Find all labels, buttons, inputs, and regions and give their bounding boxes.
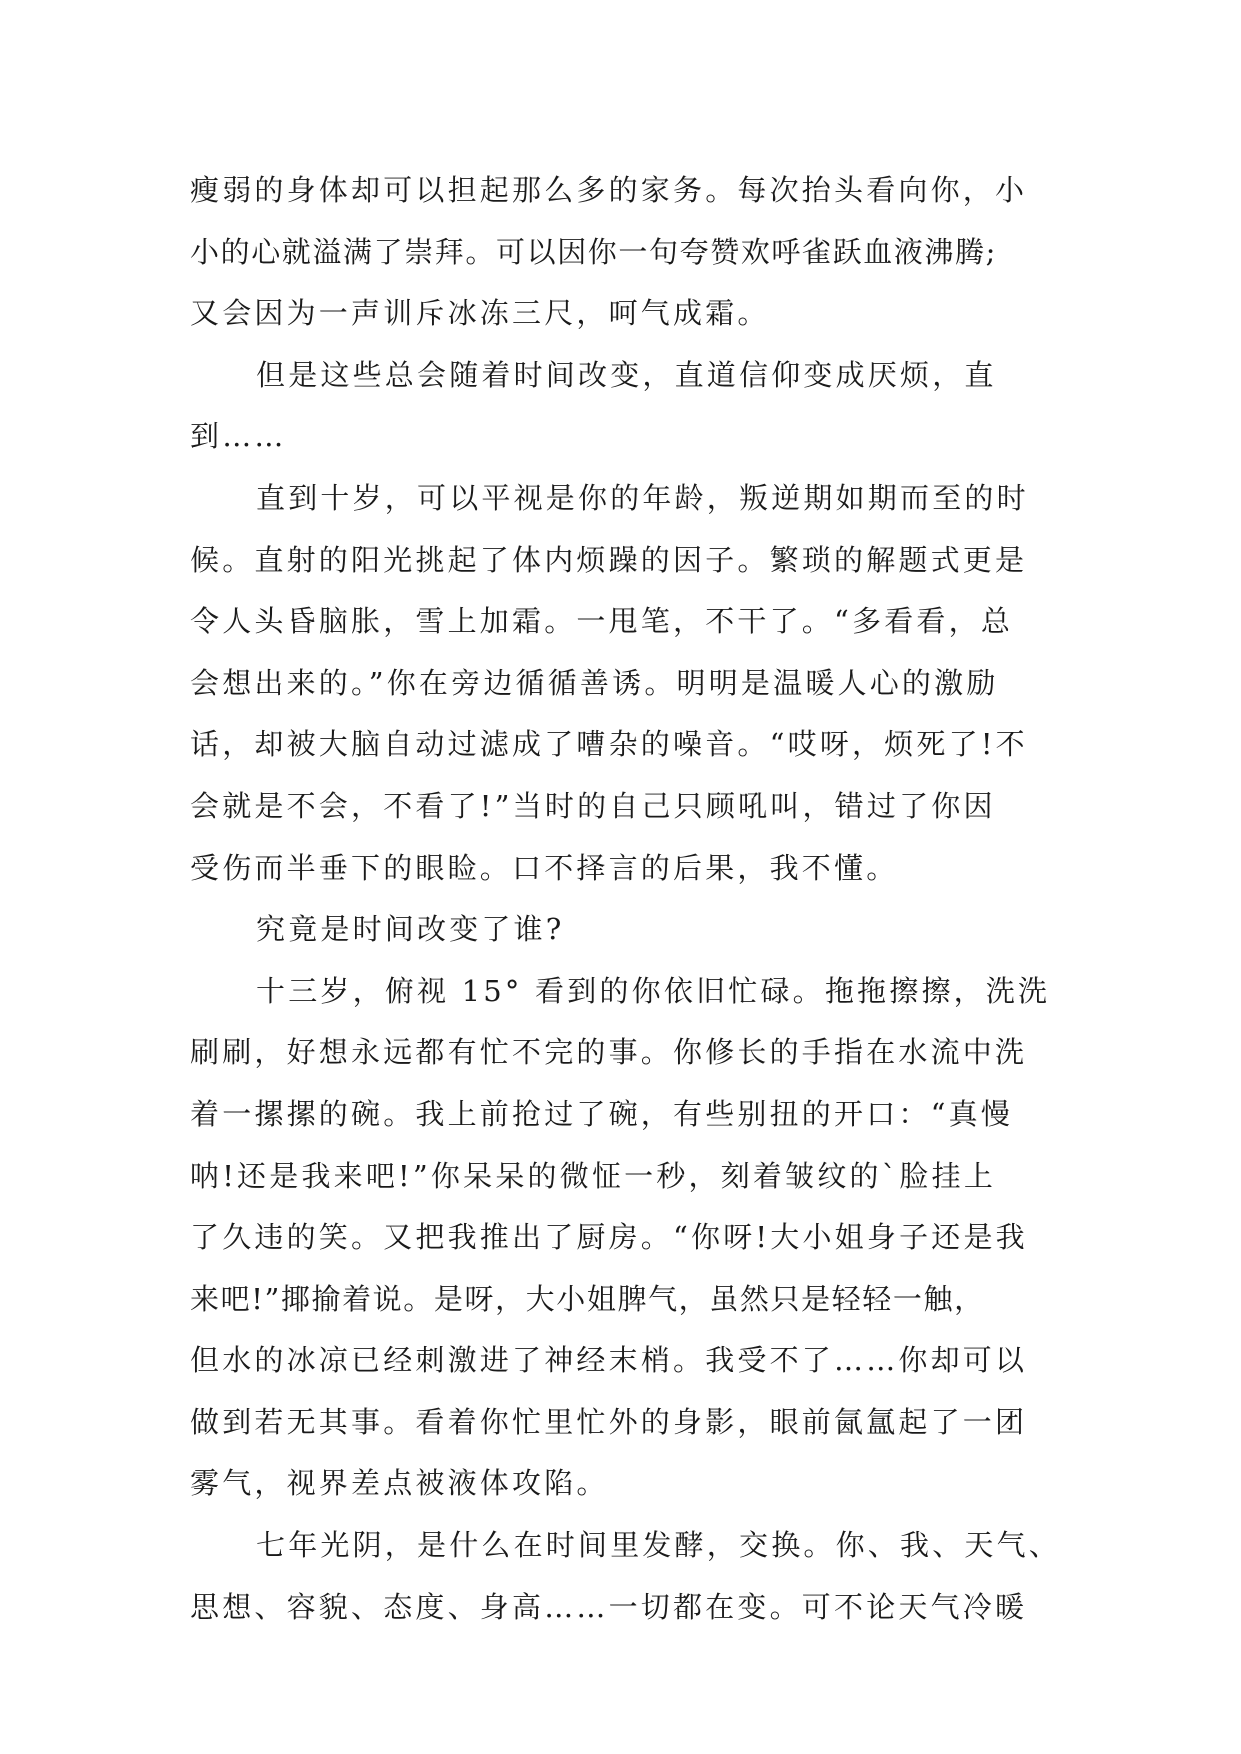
text-line: 七年光阴，是什么在时间里发酵，交换。你、我、天气、: [256, 1528, 1062, 1563]
text-line: 到……: [190, 419, 287, 454]
text-line: 直到十岁，可以平视是你的年龄，叛逆期如期而至的时: [256, 480, 1029, 515]
text-line: 候。直射的阳光挑起了体内烦躁的因子。繁琐的解题式更是: [190, 542, 1028, 577]
text-line: 思想、容貌、态度、身高……一切都在变。可不论天气冷暖: [190, 1589, 1028, 1624]
text-line: 究竟是时间改变了谁?: [256, 912, 565, 947]
text-line: 刷刷，好想永远都有忙不完的事。你修长的手指在水流中洗: [190, 1035, 1028, 1070]
text-line: 会想出来的。”你在旁边循循善诱。明明是温暖人心的激励: [190, 665, 999, 700]
text-line: 小的心就溢满了崇拜。可以因你一句夸赞欢呼雀跃血液沸腾;: [190, 234, 997, 269]
text-line: 呐!还是我来吧!”你呆呆的微怔一秒，刻着皱纹的`脸挂上: [190, 1158, 997, 1193]
text-line: 话，却被大脑自动过滤成了嘈杂的噪音。“哎呀，烦死了!不: [190, 727, 1028, 762]
text-line: 令人头昏脑胀，雪上加霜。一甩笔，不干了。“多看看，总: [190, 604, 1014, 639]
text-line: 十三岁，俯视 15° 看到的你依旧忙碌。拖拖擦擦，洗洗: [256, 973, 1051, 1008]
text-line: 但水的冰凉已经刺激进了神经末梢。我受不了……你却可以: [190, 1343, 1028, 1378]
text-line: 又会因为一声训斥冰冻三尺，呵气成霜。: [190, 296, 770, 331]
text-line: 着一摞摞的碗。我上前抢过了碗，有些别扭的开口：“真慢: [190, 1096, 1014, 1131]
text-line: 会就是不会，不看了!”当时的自己只顾吼叫，错过了你因: [190, 788, 996, 823]
text-line: 做到若无其事。看着你忙里忙外的身影，眼前氤氲起了一团: [190, 1404, 1028, 1439]
text-line: 受伤而半垂下的眼睑。口不择言的后果，我不懂。: [190, 850, 899, 885]
text-line: 瘦弱的身体却可以担起那么多的家务。每次抬头看向你，小: [190, 173, 1028, 207]
text-line: 雾气，视界差点被液体攻陷。: [190, 1466, 609, 1501]
text-line: 了久违的笑。又把我推出了厨房。“你呀!大小姐身子还是我: [190, 1220, 1028, 1255]
essay-body: [190, 160, 1062, 1638]
text-line: 但是这些总会随着时间改变，直道信仰变成厌烦，直: [256, 357, 997, 392]
text-line: 来吧!”揶揄着说。是呀，大小姐脾气，虽然只是轻轻一触，: [190, 1281, 985, 1316]
